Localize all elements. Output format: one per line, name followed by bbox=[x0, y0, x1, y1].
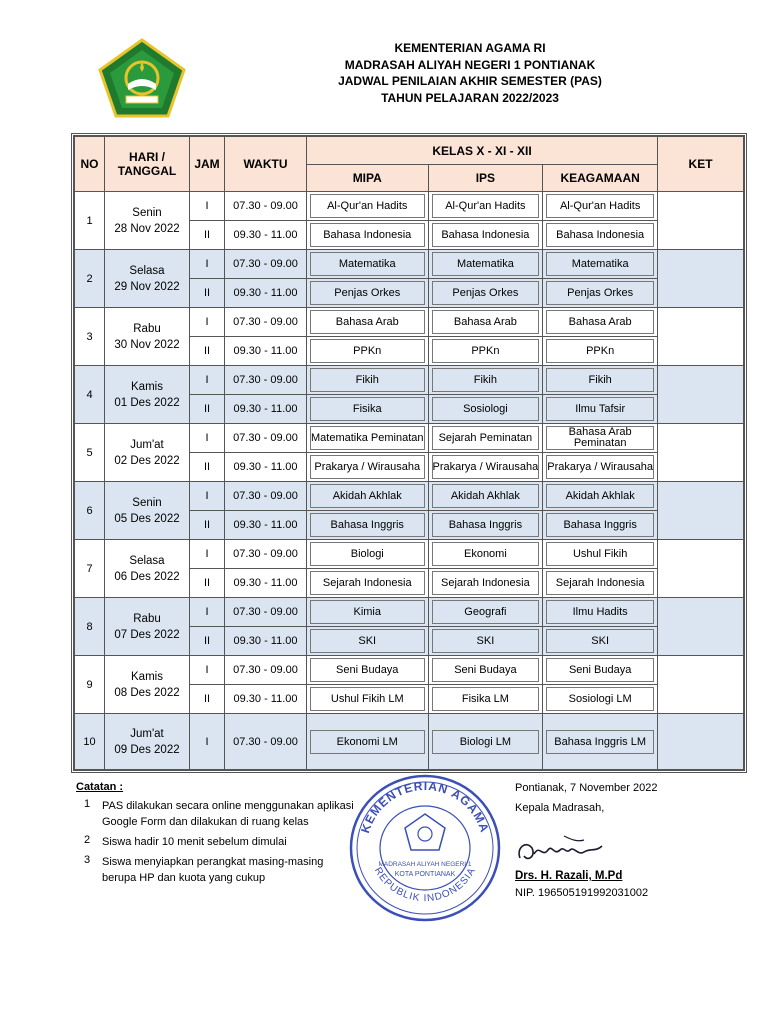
cell-mipa bbox=[307, 366, 429, 395]
hari-name: Selasa bbox=[129, 554, 165, 567]
tanggal: 30 Nov 2022 bbox=[114, 338, 180, 351]
cell-mipa bbox=[307, 598, 429, 627]
document-header bbox=[280, 40, 660, 106]
cell-keagamaan bbox=[543, 627, 658, 656]
hari-name: Rabu bbox=[133, 612, 161, 625]
note-text: Siswa hadir 10 menit sebelum dimulai bbox=[102, 836, 287, 848]
cell-ips bbox=[428, 714, 543, 770]
note-text: Siswa menyiapkan perangkat masing-masing berupa HP dan kuota yang cukup bbox=[102, 856, 324, 884]
cell-keagamaan-text: Bahasa Inggris LM bbox=[546, 730, 654, 754]
cell-waktu: 07.30 - 09.00 bbox=[225, 308, 307, 337]
cell-jam: II bbox=[190, 221, 225, 250]
cell-keagamaan-text: Prakarya / Wirausaha bbox=[546, 455, 654, 479]
cell-mipa bbox=[307, 540, 429, 569]
cell-waktu: 07.30 - 09.00 bbox=[225, 192, 307, 221]
cell-keagamaan bbox=[543, 569, 658, 598]
cell-no: 1 bbox=[75, 192, 105, 250]
cell-waktu: 09.30 - 11.00 bbox=[225, 685, 307, 714]
cell-waktu: 07.30 - 09.00 bbox=[225, 482, 307, 511]
cell-ips-text: Matematika bbox=[432, 252, 540, 276]
cell-ips bbox=[428, 395, 543, 424]
cell-no: 5 bbox=[75, 424, 105, 482]
schedule-table-frame bbox=[71, 133, 747, 773]
schedule-row bbox=[75, 482, 744, 511]
cell-keagamaan bbox=[543, 656, 658, 685]
cell-keagamaan-text: SKI bbox=[546, 629, 654, 653]
cell-ips-text: Bahasa Indonesia bbox=[432, 223, 540, 247]
schedule-row bbox=[75, 366, 744, 395]
signature-name: Drs. H. Razali, M.Pd bbox=[515, 870, 623, 882]
cell-ips-text: Geografi bbox=[432, 600, 540, 624]
cell-mipa bbox=[307, 511, 429, 540]
hari-name: Selasa bbox=[129, 264, 165, 277]
schedule-row bbox=[75, 250, 744, 279]
cell-ips-text: Ekonomi bbox=[432, 542, 540, 566]
cell-keagamaan bbox=[543, 540, 658, 569]
cell-jam: I bbox=[190, 250, 225, 279]
cell-keagamaan bbox=[543, 424, 658, 453]
cell-jam: I bbox=[190, 424, 225, 453]
hari-name: Rabu bbox=[133, 322, 161, 335]
cell-ips bbox=[428, 279, 543, 308]
cell-mipa bbox=[307, 453, 429, 482]
cell-keagamaan bbox=[543, 598, 658, 627]
cell-ips bbox=[428, 453, 543, 482]
stamp-inner-line2: KOTA PONTIANAK bbox=[394, 871, 456, 878]
official-stamp-icon bbox=[345, 768, 505, 928]
cell-waktu: 09.30 - 11.00 bbox=[225, 569, 307, 598]
cell-keagamaan-text: Matematika bbox=[546, 252, 654, 276]
cell-waktu: 07.30 - 09.00 bbox=[225, 656, 307, 685]
note-item bbox=[84, 798, 356, 830]
cell-waktu: 07.30 - 09.00 bbox=[225, 424, 307, 453]
schedule-body bbox=[75, 192, 744, 770]
cell-mipa-text: Al-Qur'an Hadits bbox=[310, 194, 425, 218]
header-school: MADRASAH ALIYAH NEGERI 1 PONTIANAK bbox=[344, 57, 596, 72]
cell-jam: II bbox=[190, 685, 225, 714]
cell-ips-text: PPKn bbox=[432, 339, 540, 363]
cell-ips-text: SKI bbox=[432, 629, 540, 653]
stamp-bottom-text: REPUBLIK INDONESIA bbox=[371, 865, 479, 905]
cell-keagamaan bbox=[543, 366, 658, 395]
signature-nip: NIP. 196505191992031002 bbox=[515, 887, 649, 899]
cell-jam: II bbox=[190, 337, 225, 366]
cell-keagamaan bbox=[543, 482, 658, 511]
cell-waktu: 07.30 - 09.00 bbox=[225, 714, 307, 770]
cell-waktu: 09.30 - 11.00 bbox=[225, 221, 307, 250]
cell-mipa bbox=[307, 424, 429, 453]
cell-keagamaan-text: Akidah Akhlak bbox=[546, 484, 654, 508]
cell-mipa bbox=[307, 192, 429, 221]
cell-hari-tanggal bbox=[105, 714, 190, 770]
cell-no: 4 bbox=[75, 366, 105, 424]
cell-keagamaan bbox=[543, 337, 658, 366]
header-mipa: MIPA bbox=[307, 165, 429, 192]
cell-hari-tanggal bbox=[105, 540, 190, 598]
cell-mipa bbox=[307, 395, 429, 424]
cell-jam: II bbox=[190, 569, 225, 598]
schedule-row bbox=[75, 714, 744, 770]
note-item bbox=[84, 854, 356, 886]
cell-ips bbox=[428, 482, 543, 511]
tanggal: 06 Des 2022 bbox=[114, 570, 180, 583]
cell-ips-text: Sejarah Peminatan bbox=[432, 426, 540, 450]
cell-keagamaan-text: PPKn bbox=[546, 339, 654, 363]
cell-mipa bbox=[307, 685, 429, 714]
schedule-row bbox=[75, 598, 744, 627]
cell-mipa-text: Matematika Peminatan bbox=[310, 426, 425, 450]
header-jam: JAM bbox=[190, 137, 225, 192]
cell-keagamaan-text: Bahasa Indonesia bbox=[546, 223, 654, 247]
header-kelas: KELAS X - XI - XII bbox=[307, 137, 658, 165]
cell-waktu: 09.30 - 11.00 bbox=[225, 627, 307, 656]
cell-ips-text: Fikih bbox=[432, 368, 540, 392]
cell-mipa-text: Bahasa Inggris bbox=[310, 513, 425, 537]
cell-ips-text: Akidah Akhlak bbox=[432, 484, 540, 508]
cell-ips-text: Sejarah Indonesia bbox=[432, 571, 540, 595]
hari-name: Kamis bbox=[131, 670, 163, 683]
cell-keagamaan-text: Penjas Orkes bbox=[546, 281, 654, 305]
cell-ips bbox=[428, 221, 543, 250]
cell-mipa-text: Kimia bbox=[310, 600, 425, 624]
note-number: 3 bbox=[84, 854, 91, 866]
tanggal: 08 Des 2022 bbox=[114, 686, 180, 699]
cell-hari-tanggal bbox=[105, 482, 190, 540]
cell-keagamaan bbox=[543, 685, 658, 714]
cell-waktu: 09.30 - 11.00 bbox=[225, 337, 307, 366]
cell-jam: II bbox=[190, 511, 225, 540]
cell-ips-text: Bahasa Inggris bbox=[432, 513, 540, 537]
cell-keagamaan bbox=[543, 453, 658, 482]
cell-hari-tanggal bbox=[105, 308, 190, 366]
cell-ips-text: Seni Budaya bbox=[432, 658, 540, 682]
header-ket: KET bbox=[658, 137, 744, 192]
cell-mipa bbox=[307, 279, 429, 308]
tanggal: 28 Nov 2022 bbox=[114, 222, 180, 235]
cell-ket bbox=[658, 424, 744, 482]
cell-waktu: 09.30 - 11.00 bbox=[225, 279, 307, 308]
tanggal: 01 Des 2022 bbox=[114, 396, 180, 409]
cell-mipa bbox=[307, 221, 429, 250]
cell-ips-text: Prakarya / Wirausaha bbox=[432, 455, 540, 479]
cell-ips bbox=[428, 685, 543, 714]
cell-waktu: 09.30 - 11.00 bbox=[225, 511, 307, 540]
cell-jam: I bbox=[190, 192, 225, 221]
cell-keagamaan-text: Ilmu Tafsir bbox=[546, 397, 654, 421]
tanggal: 02 Des 2022 bbox=[114, 454, 180, 467]
cell-waktu: 07.30 - 09.00 bbox=[225, 366, 307, 395]
cell-ips-text: Sosiologi bbox=[432, 397, 540, 421]
schedule-row bbox=[75, 424, 744, 453]
cell-ips-text: Fisika LM bbox=[432, 687, 540, 711]
cell-keagamaan-text: Sosiologi LM bbox=[546, 687, 654, 711]
header-no: NO bbox=[75, 137, 105, 192]
cell-hari-tanggal bbox=[105, 250, 190, 308]
cell-mipa-text: Prakarya / Wirausaha bbox=[310, 455, 425, 479]
schedule-row bbox=[75, 308, 744, 337]
cell-ket bbox=[658, 366, 744, 424]
notes-section bbox=[76, 781, 356, 890]
cell-mipa-text: Sejarah Indonesia bbox=[310, 571, 425, 595]
cell-jam: II bbox=[190, 627, 225, 656]
cell-jam: I bbox=[190, 482, 225, 511]
tanggal: 29 Nov 2022 bbox=[114, 280, 180, 293]
cell-keagamaan-text: Ushul Fikih bbox=[546, 542, 654, 566]
cell-ket bbox=[658, 540, 744, 598]
cell-ket bbox=[658, 656, 744, 714]
cell-keagamaan-text: Bahasa Arab Peminatan bbox=[546, 426, 654, 450]
cell-waktu: 07.30 - 09.00 bbox=[225, 250, 307, 279]
cell-mipa-text: Ekonomi LM bbox=[310, 730, 425, 754]
signature-place-date: Pontianak, 7 November 2022 bbox=[515, 782, 658, 794]
hari-name: Kamis bbox=[131, 380, 163, 393]
note-item bbox=[84, 834, 356, 850]
cell-mipa bbox=[307, 714, 429, 770]
kemenag-logo-icon bbox=[98, 38, 186, 118]
cell-jam: I bbox=[190, 308, 225, 337]
cell-keagamaan bbox=[543, 308, 658, 337]
cell-mipa-text: Matematika bbox=[310, 252, 425, 276]
cell-mipa-text: Fisika bbox=[310, 397, 425, 421]
cell-keagamaan bbox=[543, 714, 658, 770]
tanggal: 07 Des 2022 bbox=[114, 628, 180, 641]
cell-no: 10 bbox=[75, 714, 105, 770]
schedule-table bbox=[74, 136, 744, 770]
schedule-row bbox=[75, 656, 744, 685]
cell-waktu: 07.30 - 09.00 bbox=[225, 598, 307, 627]
cell-keagamaan bbox=[543, 511, 658, 540]
cell-waktu: 07.30 - 09.00 bbox=[225, 540, 307, 569]
cell-jam: I bbox=[190, 366, 225, 395]
cell-no: 6 bbox=[75, 482, 105, 540]
cell-mipa bbox=[307, 627, 429, 656]
cell-ket bbox=[658, 482, 744, 540]
cell-mipa-text: SKI bbox=[310, 629, 425, 653]
note-number: 1 bbox=[84, 798, 91, 810]
cell-hari-tanggal bbox=[105, 656, 190, 714]
stamp-inner-line1: MADRASAH ALIYAH NEGERI 1 bbox=[378, 861, 472, 868]
notes-title: Catatan : bbox=[76, 781, 124, 793]
cell-mipa bbox=[307, 250, 429, 279]
cell-mipa bbox=[307, 656, 429, 685]
tanggal: 09 Des 2022 bbox=[114, 743, 180, 756]
cell-keagamaan bbox=[543, 192, 658, 221]
cell-mipa-text: Ushul Fikih LM bbox=[310, 687, 425, 711]
cell-ips bbox=[428, 337, 543, 366]
stamp-top-text: KEMENTERIAN AGAMA bbox=[358, 778, 492, 835]
cell-ips bbox=[428, 540, 543, 569]
header-hari: HARI / TANGGAL bbox=[105, 137, 190, 192]
cell-ips-text: Biologi LM bbox=[432, 730, 540, 754]
cell-ips-text: Penjas Orkes bbox=[432, 281, 540, 305]
cell-jam: I bbox=[190, 540, 225, 569]
cell-keagamaan bbox=[543, 221, 658, 250]
cell-no: 7 bbox=[75, 540, 105, 598]
cell-jam: II bbox=[190, 453, 225, 482]
schedule-row bbox=[75, 540, 744, 569]
cell-jam: I bbox=[190, 598, 225, 627]
cell-ips bbox=[428, 598, 543, 627]
cell-ips bbox=[428, 627, 543, 656]
cell-keagamaan-text: Ilmu Hadits bbox=[546, 600, 654, 624]
cell-keagamaan-text: Seni Budaya bbox=[546, 658, 654, 682]
cell-ket bbox=[658, 714, 744, 770]
cell-mipa bbox=[307, 308, 429, 337]
cell-mipa-text: Bahasa Indonesia bbox=[310, 223, 425, 247]
cell-ips bbox=[428, 250, 543, 279]
cell-ips-text: Bahasa Arab bbox=[432, 310, 540, 334]
cell-mipa-text: Akidah Akhlak bbox=[310, 484, 425, 508]
cell-ips bbox=[428, 656, 543, 685]
cell-hari-tanggal bbox=[105, 424, 190, 482]
signature-role: Kepala Madrasah, bbox=[515, 802, 605, 814]
cell-keagamaan-text: Fikih bbox=[546, 368, 654, 392]
cell-keagamaan bbox=[543, 395, 658, 424]
cell-mipa-text: Penjas Orkes bbox=[310, 281, 425, 305]
header-keagamaan: KEAGAMAAN bbox=[543, 165, 658, 192]
handwritten-signature-icon bbox=[512, 830, 612, 870]
cell-mipa-text: Biologi bbox=[310, 542, 425, 566]
cell-ips bbox=[428, 192, 543, 221]
hari-name: Jum'at bbox=[130, 438, 164, 451]
cell-ips bbox=[428, 366, 543, 395]
cell-jam: II bbox=[190, 395, 225, 424]
tanggal: 05 Des 2022 bbox=[114, 512, 180, 525]
note-number: 2 bbox=[84, 834, 91, 846]
cell-mipa bbox=[307, 569, 429, 598]
cell-ket bbox=[658, 250, 744, 308]
cell-mipa-text: Fikih bbox=[310, 368, 425, 392]
cell-hari-tanggal bbox=[105, 366, 190, 424]
cell-no: 2 bbox=[75, 250, 105, 308]
cell-no: 9 bbox=[75, 656, 105, 714]
cell-ket bbox=[658, 598, 744, 656]
cell-keagamaan-text: Bahasa Inggris bbox=[546, 513, 654, 537]
schedule-row bbox=[75, 192, 744, 221]
header-year: TAHUN PELAJARAN 2022/2023 bbox=[381, 90, 559, 105]
cell-mipa bbox=[307, 482, 429, 511]
note-text: PAS dilakukan secara online menggunakan aplikasi Google Form dan dilakukan di ruang kelas bbox=[102, 800, 354, 828]
cell-waktu: 09.30 - 11.00 bbox=[225, 453, 307, 482]
header-ministry: KEMENTERIAN AGAMA RI bbox=[394, 41, 546, 55]
cell-waktu: 09.30 - 11.00 bbox=[225, 395, 307, 424]
cell-hari-tanggal bbox=[105, 598, 190, 656]
cell-ket bbox=[658, 308, 744, 366]
cell-ket bbox=[658, 192, 744, 250]
cell-mipa-text: PPKn bbox=[310, 339, 425, 363]
cell-no: 3 bbox=[75, 308, 105, 366]
cell-mipa bbox=[307, 337, 429, 366]
header-ips: IPS bbox=[428, 165, 543, 192]
hari-name: Senin bbox=[132, 206, 162, 219]
cell-mipa-text: Seni Budaya bbox=[310, 658, 425, 682]
cell-mipa-text: Bahasa Arab bbox=[310, 310, 425, 334]
cell-keagamaan-text: Al-Qur'an Hadits bbox=[546, 194, 654, 218]
hari-name: Jum'at bbox=[130, 727, 164, 740]
cell-ips bbox=[428, 511, 543, 540]
cell-keagamaan bbox=[543, 279, 658, 308]
cell-ips bbox=[428, 424, 543, 453]
header-waktu: WAKTU bbox=[225, 137, 307, 192]
cell-no: 8 bbox=[75, 598, 105, 656]
cell-ips bbox=[428, 569, 543, 598]
cell-keagamaan-text: Bahasa Arab bbox=[546, 310, 654, 334]
hari-name: Senin bbox=[132, 496, 162, 509]
header-title: JADWAL PENILAIAN AKHIR SEMESTER (PAS) bbox=[338, 74, 602, 88]
cell-ips-text: Al-Qur'an Hadits bbox=[432, 194, 540, 218]
cell-jam: II bbox=[190, 279, 225, 308]
cell-keagamaan bbox=[543, 250, 658, 279]
cell-keagamaan-text: Sejarah Indonesia bbox=[546, 571, 654, 595]
cell-ips bbox=[428, 308, 543, 337]
cell-jam: I bbox=[190, 714, 225, 770]
cell-jam: I bbox=[190, 656, 225, 685]
cell-hari-tanggal bbox=[105, 192, 190, 250]
